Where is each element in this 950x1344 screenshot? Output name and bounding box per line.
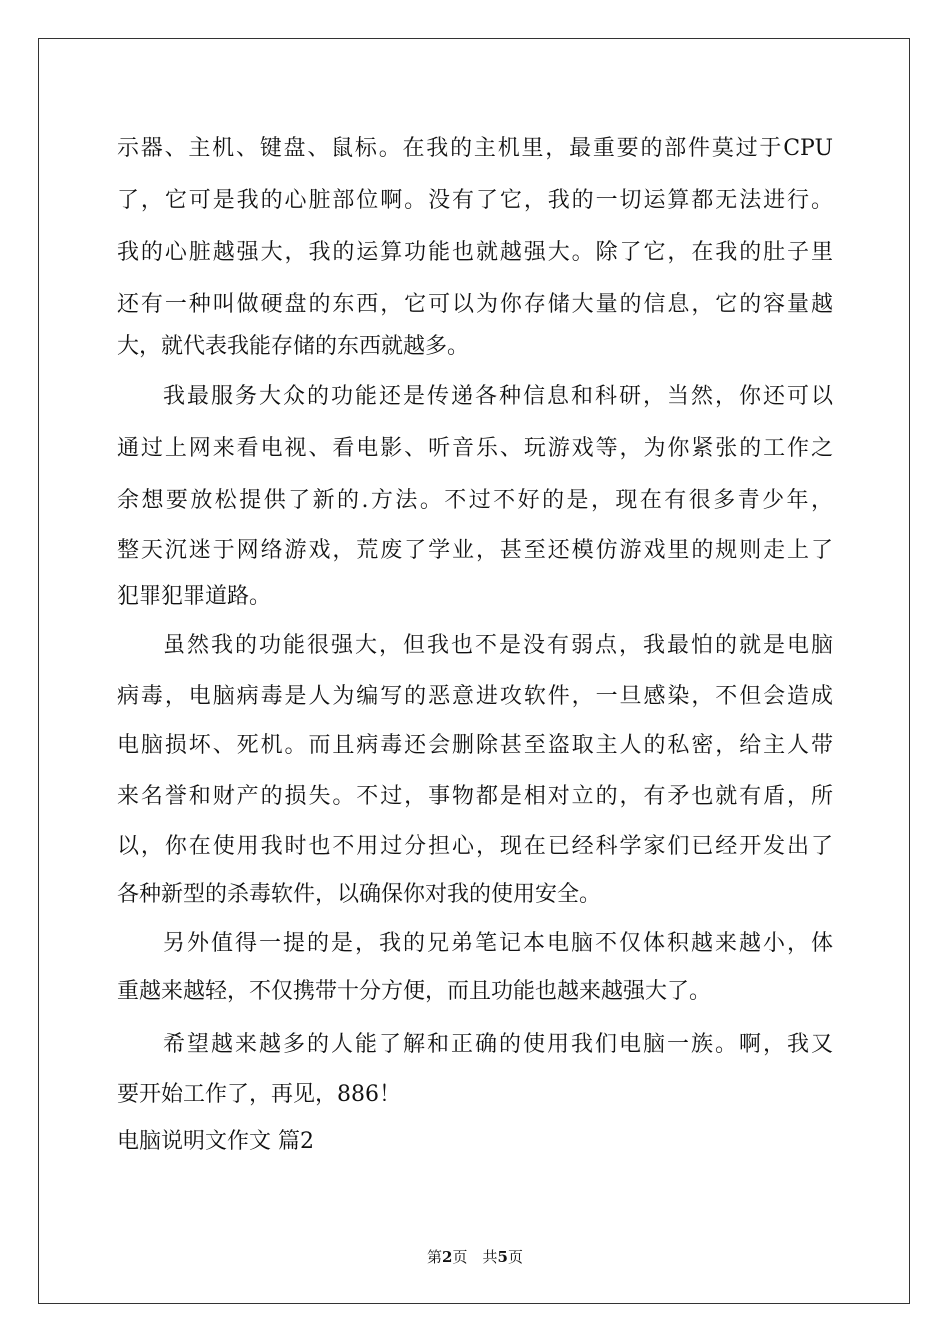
- text-line: 来名誉和财产的损失。不过，事物都是相对立的，有矛也就有盾，所: [117, 784, 833, 809]
- text-line: 示器、主机、键盘、鼠标。在我的主机里，最重要的部件莫过于CPU: [117, 136, 833, 161]
- paragraph-first-line: 另外值得一提的是，我的兄弟笔记本电脑不仅体积越来越小，体: [163, 931, 833, 956]
- text-line: 还有一种叫做硬盘的东西，它可以为你存储大量的信息，它的容量越: [117, 292, 833, 317]
- text-line: 大，就代表我能存储的东西就越多。: [117, 334, 470, 359]
- text-line: 重越来越轻，不仅携带十分方便，而且功能也越来越强大了。: [117, 979, 712, 1004]
- text-line: 以，你在使用我时也不用过分担心，现在已经科学家们已经开发出了: [117, 834, 833, 859]
- section-heading: 电脑说明文作文 篇2: [117, 1129, 314, 1154]
- text-line: 通过上网来看电视、看电影、听音乐、玩游戏等，为你紧张的工作之: [117, 436, 833, 461]
- page-footer: [0, 1246, 950, 1267]
- text-line: 电脑损坏、死机。而且病毒还会删除甚至盗取主人的私密，给主人带: [117, 733, 833, 758]
- text-line: 余想要放松提供了新的.方法。不过不好的是，现在有很多青少年，: [117, 488, 833, 513]
- text-line: 犯罪犯罪道路。: [117, 584, 272, 609]
- current-page-number: 2: [442, 1248, 453, 1266]
- paragraph-first-line: 虽然我的功能很强大，但我也不是没有弱点，我最怕的就是电脑: [163, 633, 833, 658]
- paragraph-first-line: 我最服务大众的功能还是传递各种信息和科研，当然，你还可以: [163, 384, 833, 409]
- text-line: 各种新型的杀毒软件，以确保你对我的使用安全。: [117, 882, 602, 907]
- text-line: 我的心脏越强大，我的运算功能也就越强大。除了它，在我的肚子里: [117, 240, 833, 265]
- footer-mid: 页 共: [452, 1248, 498, 1266]
- text-line: 了，它可是我的心脏部位啊。没有了它，我的一切运算都无法进行。: [117, 188, 833, 213]
- total-page-number: 5: [497, 1248, 508, 1266]
- text-line: 要开始工作了，再见，886！: [117, 1082, 401, 1107]
- text-line: 病毒，电脑病毒是人为编写的恶意进攻软件，一旦感染，不但会造成: [117, 684, 833, 709]
- paragraph-first-line: 希望越来越多的人能了解和正确的使用我们电脑一族。啊，我又: [163, 1032, 833, 1057]
- footer-prefix: 第: [427, 1248, 443, 1266]
- text-line: 整天沉迷于网络游戏，荒废了学业，甚至还模仿游戏里的规则走上了: [117, 538, 833, 563]
- footer-suffix: 页: [507, 1248, 523, 1266]
